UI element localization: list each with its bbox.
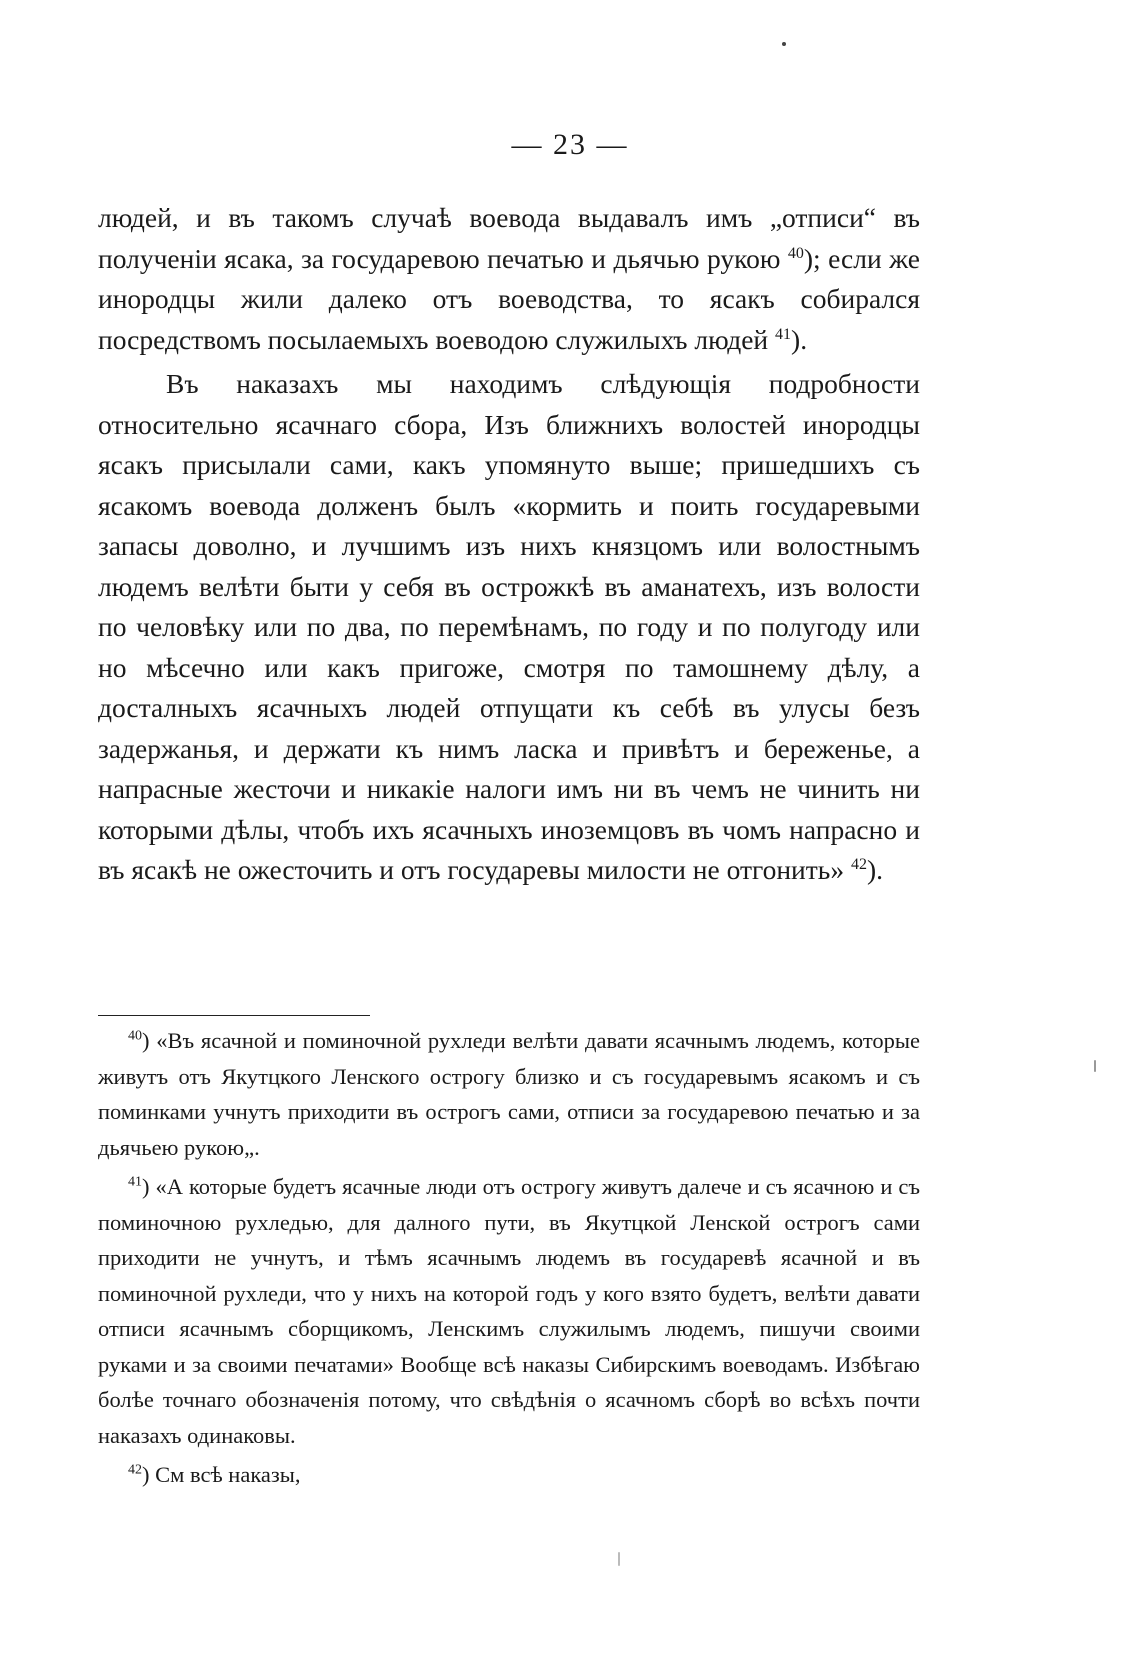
paragraph-2-text-b: ). (866, 854, 884, 885)
note-reference-42: 42 (850, 855, 867, 873)
paragraph-1 (98, 198, 920, 360)
footnote-mark: 41 (128, 1174, 142, 1190)
footnote-mark: 40 (128, 1028, 142, 1044)
footnote-text: ) «А которые будетъ ясачные люди отъ острогу живутъ далече и съ ясачною и съ поминочною рухледью, для далного пути, въ Якутцкой Ленской острогъ сами приходити не учнутъ, и тѣмъ ясачнымъ людемъ въ государевѣ ясачной и въ поминочной рухледи, что у нихъ на которой годъ у кого взято будетъ, велѣти давати отписи ясачнымъ сборщикомъ, Ленскимъ служилымъ людемъ, пишучи своими руками и за своими печатами» Вообще всѣ наказы Сибирскимъ воеводамъ. Избѣгаю болѣе точнаго обозначенія потому, что свѣдѣнія о ясачномъ сборѣ во всѣхъ почти наказахъ одинаковы. (98, 1174, 920, 1448)
footnote-divider (98, 1015, 370, 1016)
paragraph-1-text-b: ); если же инородцы жили далеко отъ воеводства, то ясакъ собирался посредствомъ посылаемыхъ воеводою служилыхъ людей (98, 242, 920, 355)
paper-speck (618, 1552, 620, 1566)
footnote-40 (98, 1023, 920, 1165)
paper-speck (782, 42, 786, 46)
footnotes (98, 1023, 920, 1497)
footnote-text: ) См всѣ наказы, (142, 1462, 301, 1487)
note-reference-41: 41 (775, 325, 792, 343)
footnote-text: ) «Въ ясачной и поминочной рухледи велѣти давати ясачнымъ людемъ, которые живутъ отъ Якутцкого Ленского острогу близко и съ государевымъ ясакомъ и съ поминками учнутъ приходити въ острогъ сами, отписи за государевою печатью и за дьячьею рукою„. (98, 1028, 920, 1160)
note-reference-40: 40 (787, 244, 804, 262)
paragraph-2 (98, 364, 920, 891)
paragraph-1-text-a: людей, и въ такомъ случаѣ воевода выдавалъ имъ „отписи“ въ полученіи ясака, за государевою печатью и дьячью рукою (98, 202, 920, 274)
page-number: — 23 — (511, 128, 629, 161)
footnote-mark: 42 (128, 1462, 142, 1478)
footnote-42 (98, 1457, 920, 1493)
paragraph-1-text-c: ). (791, 323, 808, 355)
paragraph-2-text-a: Въ наказахъ мы находимъ слѣдующія подробности относительно ясачнаго сбора, Изъ ближнихъ волостей инородцы ясакъ присылали сами, какъ упомянуто выше; пришедшихъ съ ясакомъ воевода долженъ былъ «кормить и поить государевыми запасы доволно, и лучшимъ изъ нихъ князцомъ или волостнымъ людемъ велѣти быти у себя въ острожкѣ въ аманатехъ, изъ волости по человѣку или по два, по перемѣнамъ, по году и по полугоду или но мѣсечно или какъ пригоже, смотря по тамошнему дѣлу, а досталныхъ ясачныхъ людей отпущати къ себѣ въ улусы безъ задержанья, и держати къ нимъ ласка и привѣтъ и береженье, а напрасные жесточи и никакіе налоги имъ ни въ чемъ не чинить ни которыми дѣлы, чтобъ ихъ ясачныхъ иноземцовъ въ чомъ напрасно и въ ясакѣ не ожесточить и отъ государевы милости не отгонить» (98, 368, 920, 885)
footnote-41 (98, 1169, 920, 1453)
paper-speck (1094, 1060, 1096, 1072)
main-text (98, 198, 920, 891)
